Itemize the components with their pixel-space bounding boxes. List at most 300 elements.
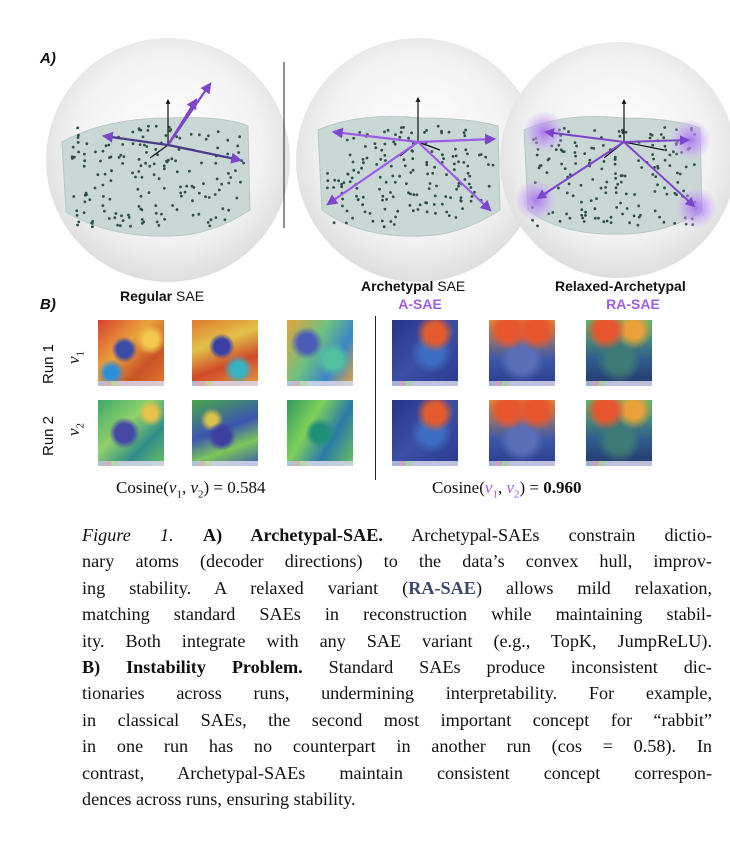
data-point	[614, 177, 617, 180]
data-point	[352, 137, 355, 140]
data-point	[448, 131, 451, 134]
data-point	[346, 210, 349, 213]
data-point	[574, 155, 577, 158]
data-point	[437, 125, 440, 128]
heatmap-run2-regular-1	[98, 400, 164, 466]
data-point	[326, 179, 329, 182]
data-point	[104, 173, 107, 176]
data-point	[394, 133, 397, 136]
data-point	[605, 181, 608, 184]
data-point	[75, 209, 78, 212]
data-point	[381, 220, 384, 223]
data-point	[351, 217, 354, 220]
data-point	[76, 127, 79, 130]
data-point	[204, 195, 207, 198]
data-point	[412, 193, 415, 196]
data-point	[157, 224, 160, 227]
data-point	[460, 196, 463, 199]
data-point	[546, 171, 549, 174]
data-point	[615, 206, 618, 209]
data-point	[76, 224, 79, 227]
data-point	[580, 208, 583, 211]
data-point	[163, 167, 166, 170]
data-point	[345, 222, 348, 225]
data-point	[83, 165, 86, 168]
data-point	[416, 193, 419, 196]
data-point	[364, 211, 367, 214]
data-point	[110, 179, 113, 182]
data-point	[488, 185, 491, 188]
data-point	[398, 175, 401, 178]
relaxation-region	[524, 112, 564, 152]
sphere-relaxed	[500, 42, 730, 278]
data-point	[148, 191, 151, 194]
data-point	[429, 182, 432, 185]
data-point	[122, 219, 125, 222]
data-point	[77, 141, 80, 144]
data-point	[564, 167, 567, 170]
data-point	[619, 135, 622, 138]
data-point	[444, 195, 447, 198]
data-point	[141, 176, 144, 179]
data-point	[153, 163, 156, 166]
data-point	[621, 213, 624, 216]
data-point	[467, 172, 470, 175]
data-point	[140, 164, 143, 167]
data-point	[236, 197, 239, 200]
data-point	[455, 188, 458, 191]
data-point	[566, 192, 569, 195]
data-point	[110, 169, 113, 172]
data-point	[240, 159, 243, 162]
data-point	[633, 215, 636, 218]
data-point	[110, 156, 113, 159]
data-point	[628, 221, 631, 224]
data-point	[147, 125, 150, 128]
data-point	[453, 168, 456, 171]
data-point	[389, 191, 392, 194]
data-point	[154, 148, 157, 151]
data-point	[207, 221, 210, 224]
data-point	[660, 133, 663, 136]
data-point	[487, 163, 490, 166]
data-point	[77, 134, 80, 137]
data-point	[557, 187, 560, 190]
data-point	[214, 162, 217, 165]
data-point	[84, 200, 87, 203]
data-point	[185, 185, 188, 188]
data-point	[652, 158, 655, 161]
data-point	[163, 218, 166, 221]
data-point	[220, 183, 223, 186]
data-point	[602, 220, 605, 223]
data-point	[341, 198, 344, 201]
data-point	[102, 204, 105, 207]
data-point	[362, 196, 365, 199]
data-point	[357, 198, 360, 201]
data-point	[197, 213, 200, 216]
data-point	[352, 161, 355, 164]
data-point	[372, 220, 375, 223]
data-point	[583, 152, 586, 155]
data-point	[121, 162, 124, 165]
data-point	[163, 165, 166, 168]
data-point	[466, 153, 469, 156]
data-point	[341, 205, 344, 208]
data-point	[391, 175, 394, 178]
data-point	[581, 217, 584, 220]
data-point	[198, 133, 201, 136]
data-point	[591, 178, 594, 181]
panel-b-label: B)	[40, 296, 56, 313]
data-point	[603, 160, 606, 163]
data-point	[91, 225, 94, 228]
data-point	[595, 197, 598, 200]
data-point	[384, 143, 387, 146]
data-point	[188, 170, 191, 173]
data-point	[154, 204, 157, 207]
archetypal-sae-title: Archetypal SAE	[361, 278, 466, 294]
data-point	[141, 222, 144, 225]
data-point	[119, 154, 122, 157]
data-point	[198, 192, 201, 195]
data-point	[139, 143, 142, 146]
data-point	[453, 163, 456, 166]
data-point	[356, 187, 359, 190]
data-point	[433, 203, 436, 206]
ra-sae-label: RA-SAE	[606, 296, 660, 312]
data-point	[394, 181, 397, 184]
data-point	[412, 169, 415, 172]
data-point	[455, 216, 458, 219]
heatmap-run1-archetypal-3	[586, 320, 652, 386]
data-point	[379, 176, 382, 179]
data-point	[218, 189, 221, 192]
data-point	[426, 173, 429, 176]
data-point	[326, 172, 329, 175]
data-point	[464, 129, 467, 132]
data-point	[238, 135, 241, 138]
data-point	[383, 225, 386, 228]
data-point	[205, 138, 208, 141]
data-point	[333, 179, 336, 182]
data-point	[548, 157, 551, 160]
data-point	[658, 216, 661, 219]
data-point	[136, 188, 139, 191]
run-1-label: Run 1	[40, 343, 57, 384]
data-point	[485, 141, 488, 144]
data-point	[158, 177, 161, 180]
data-point	[132, 142, 135, 145]
data-point	[131, 131, 134, 134]
data-point	[610, 221, 613, 224]
data-point	[184, 191, 187, 194]
data-point	[468, 175, 471, 178]
data-point	[349, 154, 352, 157]
data-point	[148, 165, 151, 168]
data-point	[83, 211, 86, 214]
data-point	[141, 218, 144, 221]
data-point	[121, 143, 124, 146]
data-point	[411, 157, 414, 160]
data-point	[597, 217, 600, 220]
data-point	[616, 183, 619, 186]
data-point	[208, 225, 211, 228]
data-point	[381, 195, 384, 198]
data-point	[128, 216, 131, 219]
data-point	[633, 193, 636, 196]
data-point	[664, 149, 667, 152]
data-point	[676, 172, 679, 175]
data-point	[156, 221, 159, 224]
data-point	[419, 203, 422, 206]
data-point	[424, 201, 427, 204]
data-point	[155, 212, 158, 215]
data-point	[145, 145, 148, 148]
data-point	[190, 133, 193, 136]
data-point	[639, 214, 642, 217]
data-point	[574, 162, 577, 165]
data-point	[107, 144, 110, 147]
data-point	[673, 222, 676, 225]
data-point	[362, 158, 365, 161]
data-point	[618, 130, 621, 133]
data-point	[390, 220, 393, 223]
data-point	[536, 225, 539, 228]
data-point	[387, 129, 390, 132]
data-point	[679, 173, 682, 176]
data-point	[470, 186, 473, 189]
data-point	[470, 200, 473, 203]
data-point	[400, 126, 403, 129]
data-point	[538, 167, 541, 170]
data-point	[663, 221, 666, 224]
divider-b	[375, 316, 376, 480]
data-point	[463, 131, 466, 134]
data-point	[216, 178, 219, 181]
data-point	[383, 131, 386, 134]
data-point	[600, 168, 603, 171]
data-point	[369, 212, 372, 215]
data-point	[441, 153, 444, 156]
data-point	[396, 210, 399, 213]
data-point	[614, 163, 617, 166]
data-point	[435, 185, 438, 188]
data-point	[440, 130, 443, 133]
data-point	[448, 214, 451, 217]
data-point	[224, 218, 227, 221]
data-point	[163, 187, 166, 190]
data-point	[134, 176, 137, 179]
data-point	[459, 199, 462, 202]
data-point	[85, 192, 88, 195]
heatmap-run1-archetypal-2	[489, 320, 555, 386]
data-point	[654, 190, 657, 193]
data-point	[145, 151, 148, 154]
data-point	[109, 198, 112, 201]
data-point	[668, 164, 671, 167]
data-point	[676, 181, 679, 184]
data-point	[441, 203, 444, 206]
data-point	[357, 171, 360, 174]
data-point	[167, 159, 170, 162]
figure-caption: Figure 1. A) Archetypal-SAE. Archetypal-SAEs constrain dictio- nary atoms (decoder directions) to the data’s convex hull, improv- ing stability. A relaxed variant (RA-SAE) allows mild relaxation, matching standard SAEs in reconstruction while maintaining stabil- ity. Both integrate with any SAE variant (e.g., TopK, JumpReLU). B) Instability Problem. Standard SAEs produce inconsistent dic- tionaries across runs, undermining interpretability. For example, in classical SAEs, the second most important concept for “rabbit” in one run has no counterpart in another run (cos = 0.58). In contrast, Archetypal-SAEs maintain consistent concept correspon- dences across runs, ensuring stability.	[82, 525, 712, 810]
data-point	[208, 196, 211, 199]
data-point	[594, 207, 597, 210]
data-point	[637, 205, 640, 208]
data-point	[412, 209, 415, 212]
data-point	[236, 145, 239, 148]
data-point	[239, 181, 242, 184]
data-point	[466, 165, 469, 168]
data-point	[96, 173, 99, 176]
data-point	[575, 145, 578, 148]
data-point	[620, 181, 623, 184]
data-point	[649, 137, 652, 140]
panel-a-illustration	[0, 0, 730, 300]
data-point	[457, 185, 460, 188]
data-point	[118, 156, 121, 159]
data-point	[445, 173, 448, 176]
data-point	[139, 208, 142, 211]
data-point	[170, 157, 173, 160]
data-point	[392, 141, 395, 144]
data-point	[142, 136, 145, 139]
data-point	[580, 201, 583, 204]
data-point	[138, 205, 141, 208]
data-point	[169, 130, 172, 133]
data-point	[174, 159, 177, 162]
data-point	[425, 161, 428, 164]
data-point	[614, 172, 617, 175]
data-point	[221, 207, 224, 210]
data-point	[624, 175, 627, 178]
data-point	[445, 211, 448, 214]
data-point	[366, 157, 369, 160]
data-point	[176, 170, 179, 173]
data-point	[536, 154, 539, 157]
heatmap-run1-archetypal-1	[392, 320, 458, 386]
data-point	[442, 157, 445, 160]
data-point	[662, 136, 665, 139]
data-point	[333, 221, 336, 224]
data-point	[229, 176, 232, 179]
data-point	[378, 188, 381, 191]
relaxed-sae-title: Relaxed-Archetypal	[555, 278, 686, 294]
heatmap-run2-regular-2	[192, 400, 258, 466]
data-point	[621, 129, 624, 132]
data-point	[216, 147, 219, 150]
data-point	[590, 199, 593, 202]
data-point	[147, 129, 150, 132]
data-point	[471, 195, 474, 198]
data-point	[91, 222, 94, 225]
data-point	[574, 151, 577, 154]
data-point	[619, 202, 622, 205]
data-point	[332, 186, 335, 189]
data-point	[584, 214, 587, 217]
data-point	[693, 163, 696, 166]
data-point	[375, 163, 378, 166]
data-point	[94, 151, 97, 154]
data-point	[160, 213, 163, 216]
data-point	[431, 150, 434, 153]
data-point	[102, 195, 105, 198]
data-point	[651, 153, 654, 156]
data-point	[594, 217, 597, 220]
data-point	[215, 216, 218, 219]
data-point	[352, 169, 355, 172]
heatmap-run2-regular-3	[287, 400, 353, 466]
data-point	[400, 131, 403, 134]
data-point	[637, 224, 640, 227]
data-point	[409, 171, 412, 174]
data-point	[83, 159, 86, 162]
data-point	[580, 214, 583, 217]
data-point	[606, 220, 609, 223]
cosine-archetypal: $Cosine(v_1$, $v_2) = 0.960$	[432, 478, 582, 501]
data-point	[434, 195, 437, 198]
data-point	[625, 131, 628, 134]
data-point	[615, 186, 618, 189]
data-point	[589, 159, 592, 162]
data-point	[200, 162, 203, 165]
a-sae-label: A-SAE	[398, 296, 442, 312]
data-point	[434, 212, 437, 215]
data-point	[567, 130, 570, 133]
data-point	[227, 172, 230, 175]
data-point	[127, 214, 130, 217]
data-point	[72, 146, 75, 149]
data-point	[83, 153, 86, 156]
data-point	[407, 137, 410, 140]
data-point	[385, 198, 388, 201]
data-point	[143, 144, 146, 147]
data-point	[346, 173, 349, 176]
data-point	[454, 148, 457, 151]
data-point	[464, 178, 467, 181]
data-point	[237, 151, 240, 154]
data-point	[669, 154, 672, 157]
data-point	[468, 183, 471, 186]
data-point	[561, 150, 564, 153]
data-point	[673, 192, 676, 195]
data-point	[138, 158, 141, 161]
data-point	[621, 174, 624, 177]
data-point	[155, 125, 158, 128]
data-point	[462, 161, 465, 164]
data-point	[374, 142, 377, 145]
data-point	[351, 177, 354, 180]
data-point	[343, 181, 346, 184]
data-point	[88, 198, 91, 201]
data-point	[574, 141, 577, 144]
data-point	[651, 173, 654, 176]
data-point	[393, 223, 396, 226]
data-point	[423, 131, 426, 134]
data-point	[425, 129, 428, 132]
data-point	[131, 172, 134, 175]
heatmap-run2-archetypal-2	[489, 400, 555, 466]
data-point	[478, 154, 481, 157]
data-point	[555, 148, 558, 151]
data-point	[685, 166, 688, 169]
data-point	[640, 166, 643, 169]
v2-label: $v_2$	[64, 422, 87, 436]
data-point	[463, 134, 466, 137]
data-point	[340, 185, 343, 188]
data-point	[583, 220, 586, 223]
